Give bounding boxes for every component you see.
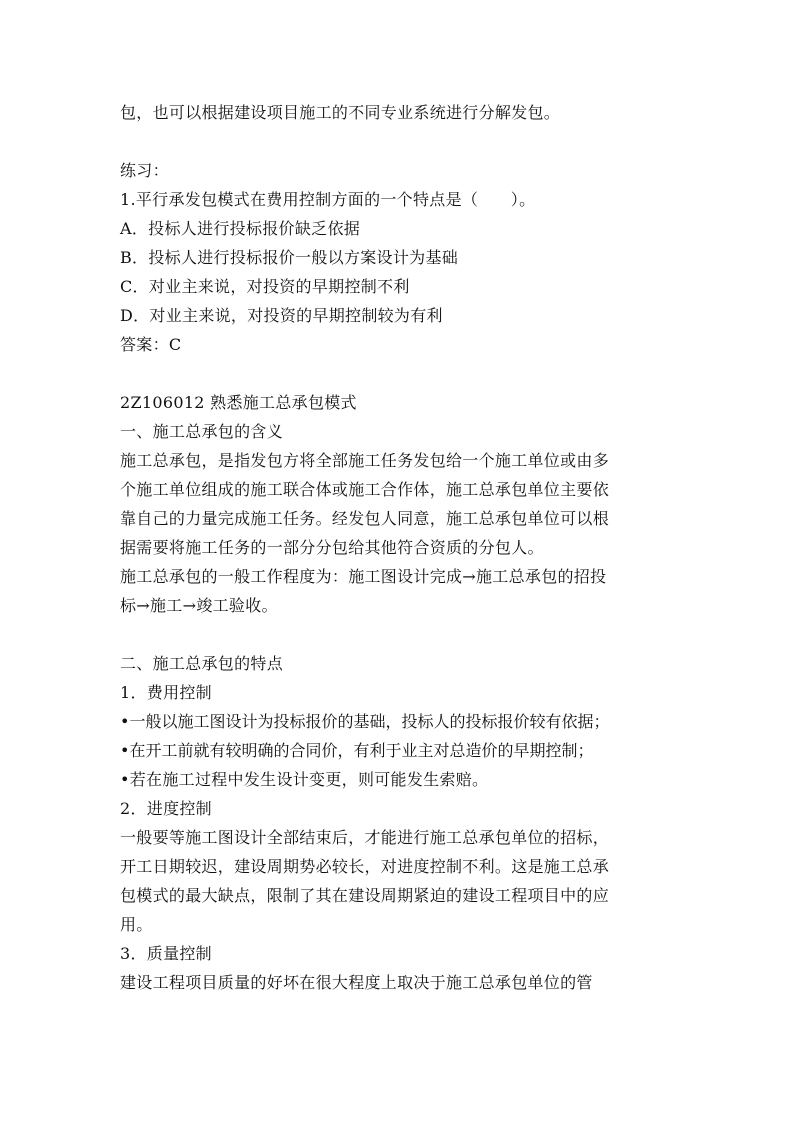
spacer — [120, 620, 680, 649]
part1-paragraph-line: 施工总承包，是指发包方将全部施工任务发包给一个施工单位或由多 — [120, 451, 610, 470]
exercise-option-c: C．对业主来说，对投资的早期控制不利 — [120, 277, 410, 296]
spacer — [120, 359, 680, 388]
part1-paragraph-line: 据需要将施工任务的一部分分包给其他符合资质的分包人。 — [120, 538, 544, 557]
schedule-paragraph-line: 一般要等施工图设计全部结束后，才能进行施工总承包单位的招标， — [120, 828, 610, 847]
section-title: 2Z106012 熟悉施工总承包模式 — [120, 393, 357, 412]
exercise-option-a: A．投标人进行投标报价缺乏依据 — [120, 219, 361, 238]
part1-paragraph-line: 标→施工→竣工验收。 — [120, 596, 278, 615]
exercise-question: 1.平行承发包模式在费用控制方面的一个特点是（ ）。 — [120, 190, 536, 209]
exercise-answer: 答案：C — [120, 335, 182, 354]
cost-bullet: •一般以施工图设计为投标报价的基础，投标人的投标报价较有依据； — [120, 712, 610, 731]
part1-paragraph-line: 施工总承包的一般工作程度为：施工图设计完成→施工总承包的招投 — [120, 567, 607, 586]
part1-paragraph-line: 靠自己的力量完成施工任务。经发包人同意，施工总承包单位可以根 — [120, 509, 610, 528]
document-page — [120, 98, 680, 997]
part1-paragraph-line: 个施工单位组成的施工联合体或施工合作体，施工总承包单位主要依 — [120, 480, 610, 499]
part2-heading: 二、施工总承包的特点 — [120, 654, 284, 673]
quality-control-heading: 3．质量控制 — [120, 944, 212, 963]
cost-bullet: •若在施工过程中发生设计变更，则可能发生索赔。 — [120, 770, 489, 789]
spacer — [120, 127, 680, 156]
schedule-paragraph-line: 用。 — [120, 915, 153, 934]
exercise-option-d: D．对业主来说，对投资的早期控制较为有利 — [120, 306, 443, 325]
schedule-paragraph-line: 开工日期较迟，建设周期势必较长，对进度控制不利。这是施工总承 — [120, 857, 610, 876]
schedule-paragraph-line: 包模式的最大缺点，限制了其在建设周期紧迫的建设工程项目中的应 — [120, 886, 610, 905]
quality-paragraph-line: 建设工程项目质量的好坏在很大程度上取决于施工总承包单位的管 — [120, 973, 593, 992]
exercise-option-b: B．投标人进行投标报价一般以方案设计为基础 — [120, 248, 459, 267]
intro-paragraph: 包，也可以根据建设项目施工的不同专业系统进行分解发包。 — [120, 103, 561, 122]
cost-control-heading: 1．费用控制 — [120, 683, 212, 702]
schedule-control-heading: 2．进度控制 — [120, 799, 212, 818]
exercise-heading: 练习： — [120, 161, 169, 180]
cost-bullet: •在开工前就有较明确的合同价，有利于业主对总造价的早期控制； — [120, 741, 594, 760]
part1-heading: 一、施工总承包的含义 — [120, 422, 284, 441]
